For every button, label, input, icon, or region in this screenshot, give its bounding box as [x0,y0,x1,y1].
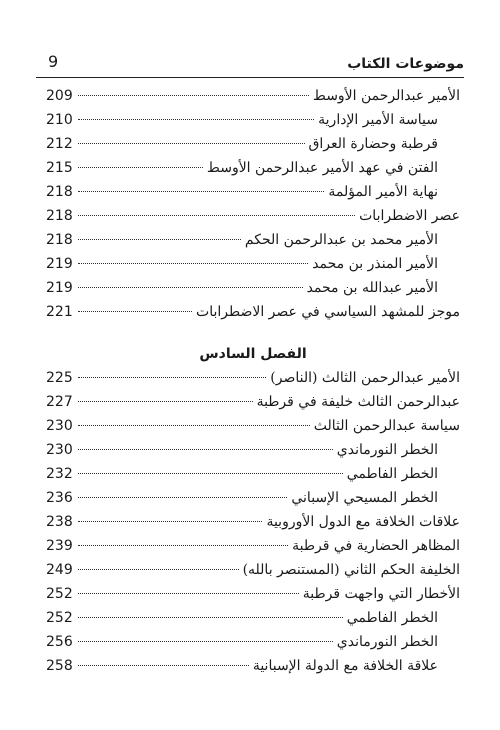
toc-entry-title: المظاهر الحضارية في قرطبة [292,538,460,554]
dot-leader [78,311,192,312]
toc-entry-page: 230 [46,418,73,434]
toc-entry-title: الأمير عبدالرحمن الأوسط [312,88,460,104]
dot-leader [78,215,355,216]
toc-entry-title: سياسة الأمير الإدارية [318,112,438,128]
toc-entry-title: الأمير عبدالله بن محمد [306,280,438,296]
toc-entry-title: الأمير عبدالرحمن الثالث (الناصر) [270,370,460,386]
toc-entry-page: 212 [46,136,73,152]
toc-entry [46,232,460,254]
toc-entry-page: 232 [46,466,73,482]
toc-entry [46,370,460,392]
toc-entry-page: 221 [46,304,73,320]
toc-entry-page: 218 [46,184,73,200]
page-header [36,52,464,78]
dot-leader [78,497,287,498]
toc-entry-title: الخليفة الحكم الثاني (المستنصر بالله) [242,562,460,578]
toc-entry [46,562,460,584]
toc-entry-title: علاقة الخلافة مع الدولة الإسبانية [252,658,438,674]
dot-leader [78,641,333,642]
toc-entry-title: عبدالرحمن الثالث خليفة في قرطبة [256,394,460,410]
toc-entry-page: 209 [46,88,73,104]
toc-entry [46,442,460,464]
toc-entry-page: 249 [46,562,73,578]
toc-entry-page: 227 [46,394,73,410]
toc-entry [46,538,460,560]
toc-entry [46,466,460,488]
toc-entry-page: 236 [46,490,73,506]
toc-entry-title: الأخطار التي واجهت قرطبة [302,586,460,602]
toc-entry [46,634,460,656]
header-rule [36,77,464,78]
dot-leader [78,473,343,474]
running-title: موضوعات الكتاب [347,56,464,72]
toc-entry [46,160,460,182]
toc-entry [46,304,460,326]
toc-entry [46,136,460,158]
dot-leader [78,239,241,240]
toc-entry-page: 252 [46,610,73,626]
toc-entry [46,184,460,206]
toc-entry-page: 238 [46,514,73,530]
toc-entry [46,208,460,230]
dot-leader [78,287,303,288]
toc-entry-page: 219 [46,280,73,296]
toc-entry-page: 225 [46,370,73,386]
toc-entry [46,610,460,632]
toc-entry [46,394,460,416]
toc-entry-page: 219 [46,256,73,272]
toc-entry-title: الخطر المسيحي الإسباني [291,490,438,506]
dot-leader [78,425,310,426]
dot-leader [78,665,249,666]
toc-entry [46,514,460,536]
toc-entry-title: نهاية الأمير المؤلمة [328,184,438,200]
dot-leader [78,191,324,192]
toc-entry-title: سياسة عبدالرحمن الثالث [313,418,460,434]
toc-entry-page: 230 [46,442,73,458]
toc-entry [46,586,460,608]
toc-entry-title: الفتن في عهد الأمير عبدالرحمن الأوسط [206,160,438,176]
toc-entry-title: الخطر الفاطمي [346,610,438,626]
dot-leader [78,167,203,168]
toc-entry-title: الخطر النورماندي [336,442,438,458]
dot-leader [78,377,266,378]
dot-leader [78,401,253,402]
toc-entry [46,256,460,278]
toc-entry-title: الأمير محمد بن عبدالرحمن الحكم [244,232,438,248]
dot-leader [78,521,262,522]
toc-entry [46,658,460,680]
page-number: 9 [48,52,59,71]
dot-leader [78,143,305,144]
toc-entry-page: 215 [46,160,73,176]
toc-entry [46,418,460,440]
toc-entry-page: 218 [46,208,73,224]
toc-entry-page: 239 [46,538,73,554]
toc-entry-title: عصر الاضطرابات [359,208,460,224]
toc-entry-page: 252 [46,586,73,602]
dot-leader [78,449,333,450]
toc-entry-title: الخطر النورماندي [336,634,438,650]
dot-leader [78,569,239,570]
dot-leader [78,545,288,546]
dot-leader [78,263,308,264]
toc-entry [46,490,460,512]
dot-leader [78,593,299,594]
toc-entry-page: 258 [46,658,73,674]
toc-entry-title: علاقات الخلافة مع الدول الأوروبية [266,514,460,530]
toc-entry [46,112,460,134]
toc-entry-title: الأمير المنذر بن محمد [312,256,438,272]
toc-entry-title: قرطبة وحضارة العراق [308,136,438,152]
toc-entry-page: 256 [46,634,73,650]
toc-entry-title: موجز للمشهد السياسي في عصر الاضطرابات [196,304,460,320]
toc-entry [46,88,460,110]
toc-entry-page: 218 [46,232,73,248]
dot-leader [78,617,343,618]
toc-entry-title: الخطر الفاطمي [346,466,438,482]
toc-entry [46,280,460,302]
dot-leader [78,119,314,120]
section-heading: الفصل السادس [199,346,307,362]
toc-entry-page: 210 [46,112,73,128]
dot-leader [78,95,309,96]
